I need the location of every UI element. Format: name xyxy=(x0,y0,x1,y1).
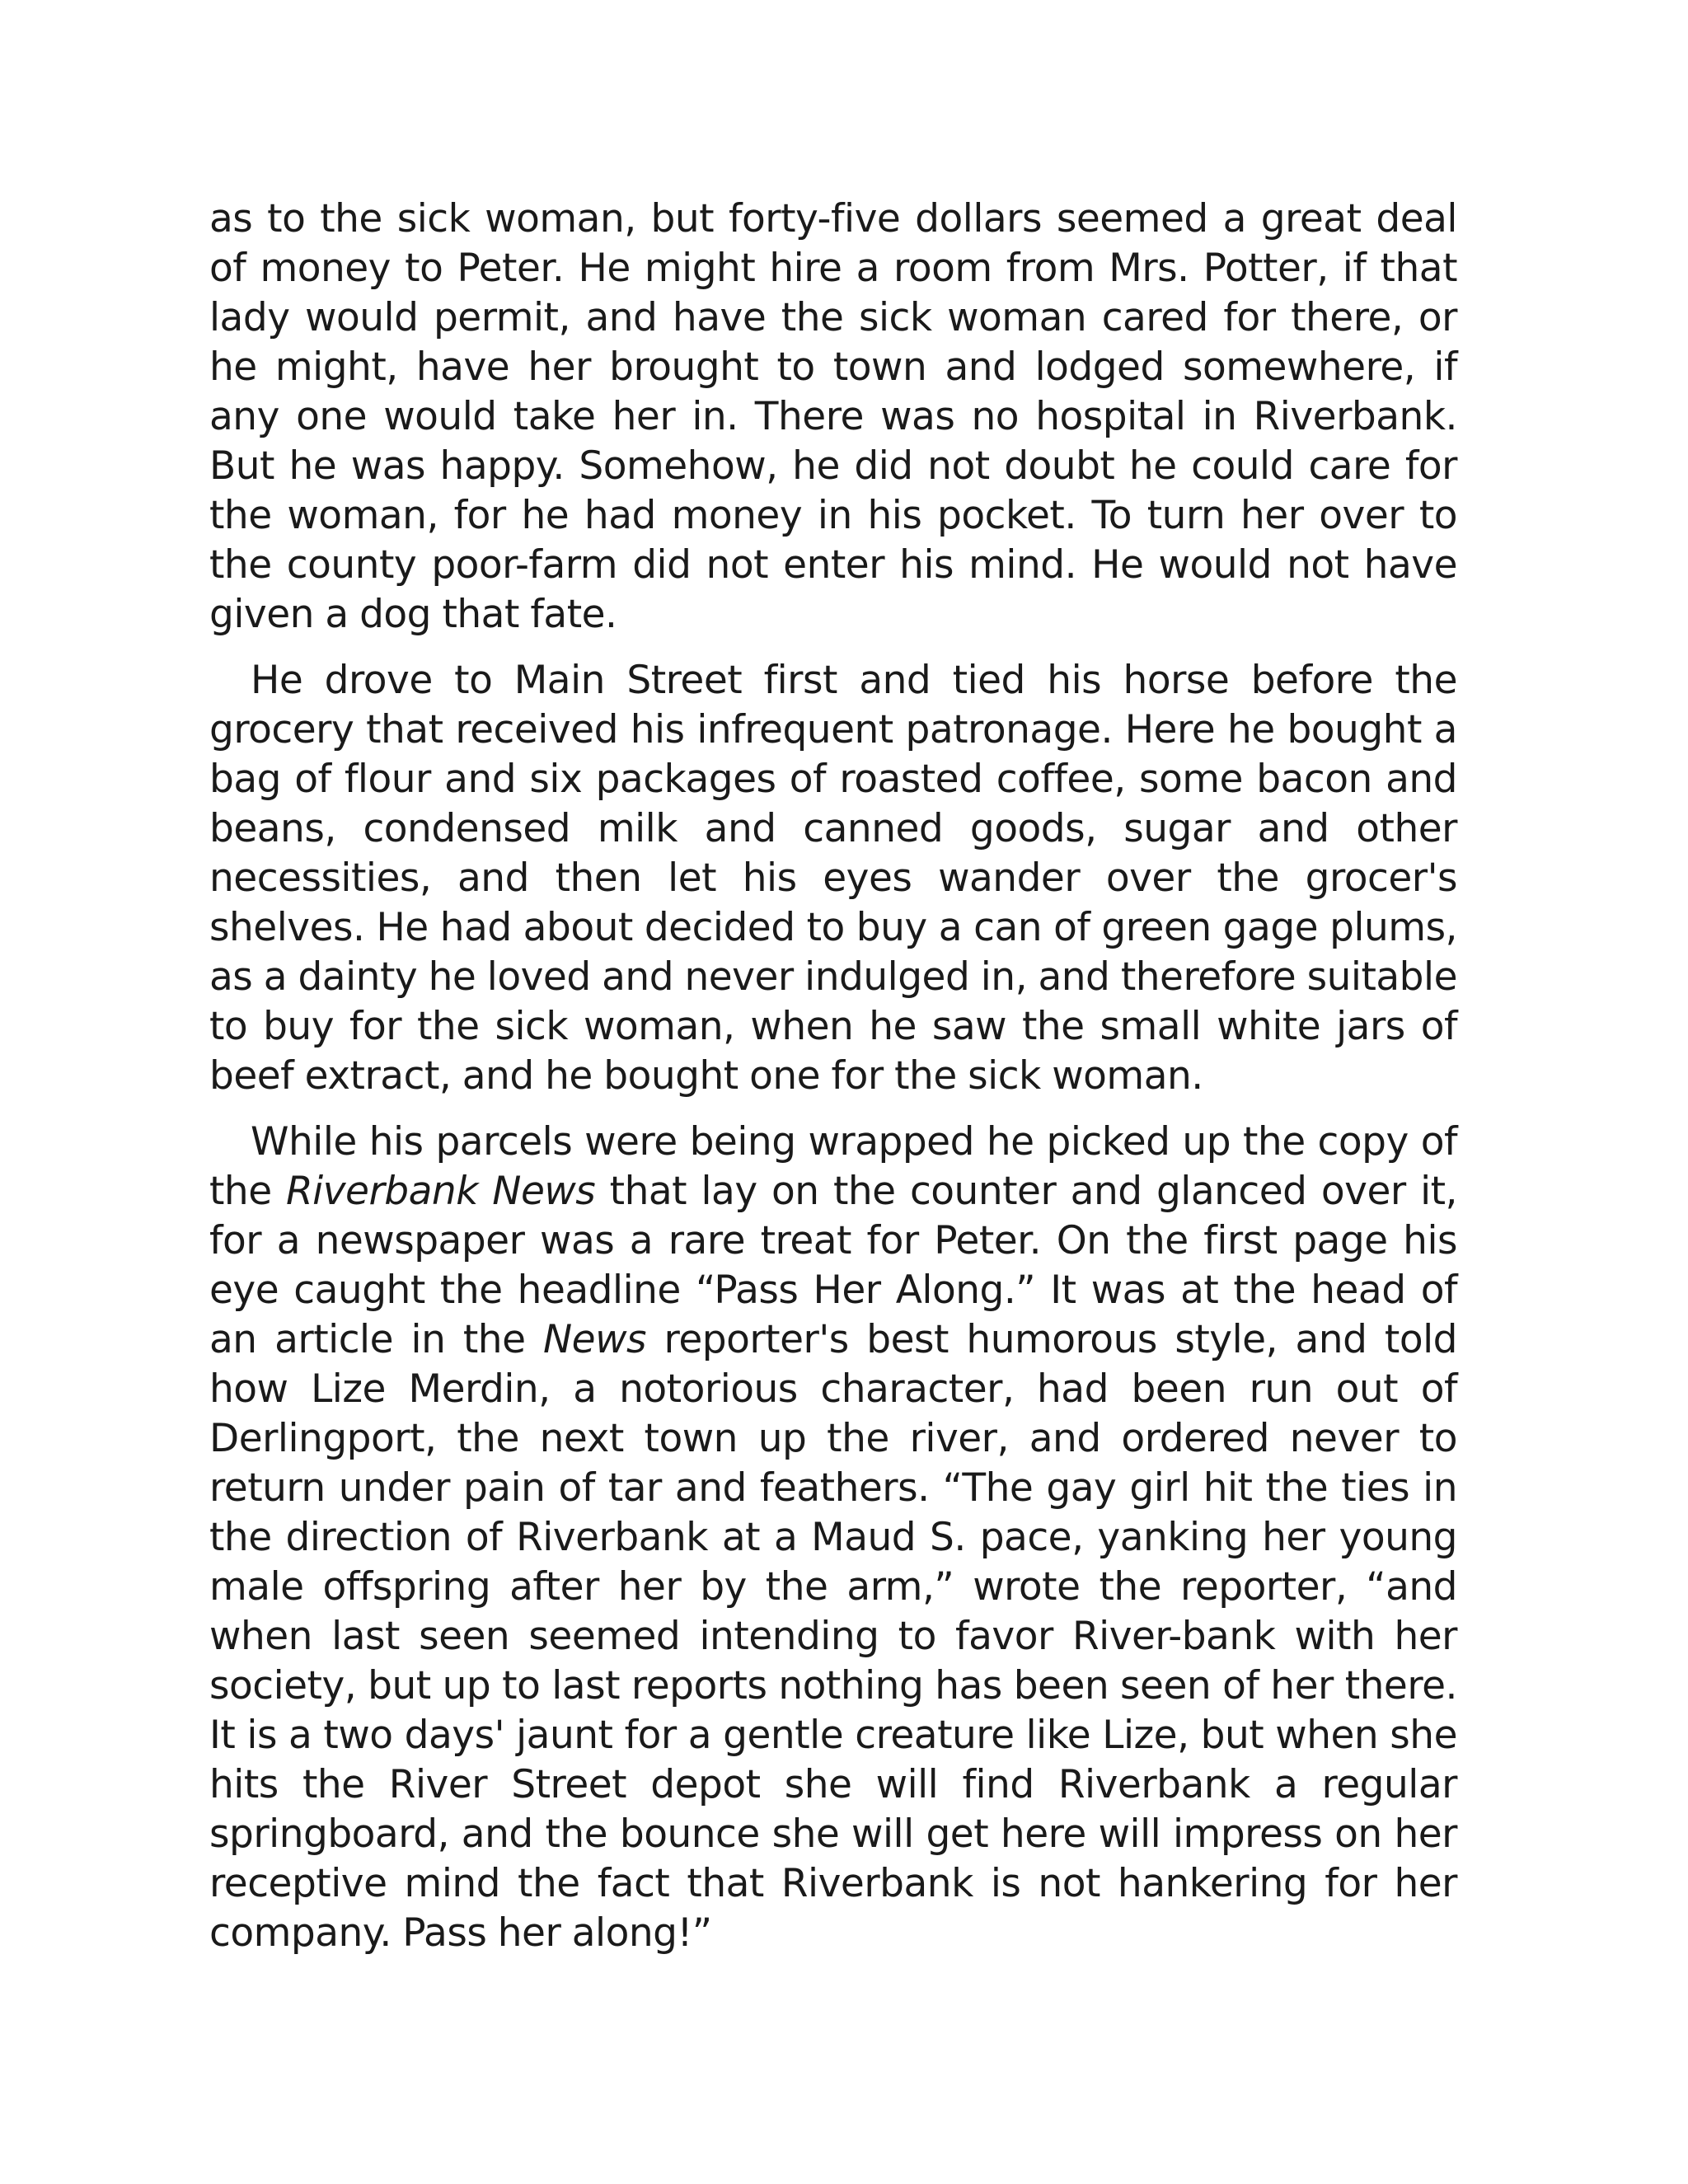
paragraph-3-text-c: reporter's best humorous style, and told how Lize Merdin, a notorious character, had been run out of Derlingport, the next town up the river, and ordered never to return under pain of tar and feathers. “The gay girl hit the ties in the direction of Riverbank at a Maud S. pace, yanking her young male offspring after her by the arm,” wrote the reporter, “and when last seen seemed intending to favor River-bank with her society, but up to last reports nothing has been seen of her there. It is a two days' jaunt for a gentle creature like Lize, but when she hits the River Street depot she will find Riverbank a regular springboard, and the bounce she will get here will impress on her receptive mind the fact that Riverbank is not hankering for her company. Pass her along!” xyxy=(209,1317,1457,1956)
paragraph-3 xyxy=(209,1118,1457,1958)
paragraph-2 xyxy=(209,656,1457,1101)
news-italic: News xyxy=(543,1317,647,1362)
paragraph-1-text: as to the sick woman, but forty-five dollars seemed a great deal of money to Peter. He might hire a room from Mrs. Potter, if that lady would permit, and have the sick woman cared for there, or he might, have her brought to town and lodged somewhere, if any one would take her in. There was no hospital in Riverbank. But he was happy. Somehow, he did not doubt he could care for the woman, for he had money in his pocket. To turn her over to the county poor-farm did not enter his mind. He would not have given a dog that fate. xyxy=(209,196,1457,637)
newspaper-title-italic: Riverbank News xyxy=(286,1169,596,1214)
paragraph-2-text: He drove to Main Street first and tied his horse before the grocery that received his infrequent patronage. Here he bought a bag of flour and six packages of roasted coffee, some bacon and beans, condensed milk and canned goods, sugar and other necessities, and then let his eyes wander over the grocer's shelves. He had about decided to buy a can of green gage plums, as a dainty he loved and never indulged in, and therefore suitable to buy for the sick woman, when he saw the small white jars of beef extract, and he bought one for the sick woman. xyxy=(209,658,1457,1099)
document-page xyxy=(209,194,1457,1975)
paragraph-3-text-a: While his parcels were being wrapped he picked up the copy of the xyxy=(209,1119,1457,1214)
paragraph-3-text-b: that lay on the counter and glanced over it, for a newspaper was a rare treat for Peter. On the first page his eye caught the headline “Pass Her Along.” It was at the head of an article in the xyxy=(209,1169,1457,1362)
paragraph-1 xyxy=(209,194,1457,640)
